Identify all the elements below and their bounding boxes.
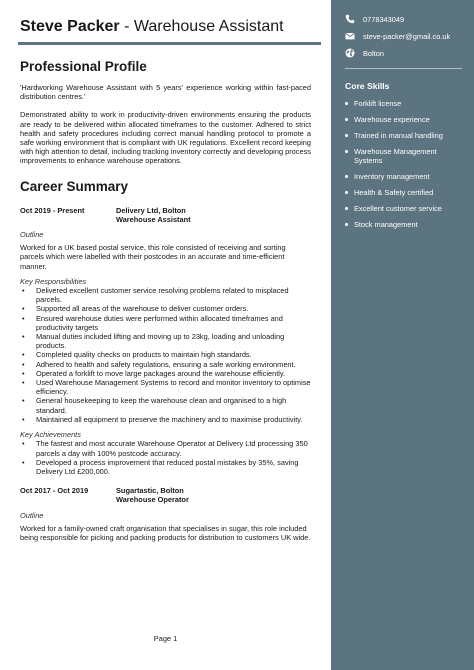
- resume-sidebar: [331, 0, 474, 670]
- profile-quote: 'Hardworking Warehouse Assistant with 5 years' experience working within fast-paced distribution centres.': [20, 83, 311, 102]
- contact-location: [345, 48, 462, 58]
- job-outline: Worked for a family-owned craft organisation that specialises in sugar, this role included being responsible for picking and packing products for distribution to customers UK wide.: [20, 523, 311, 542]
- list-item: • Supported all areas of the warehouse to deliver customer orders.: [20, 304, 311, 313]
- job-outline: Worked for a UK based postal service, this role consisted of receiving and sorting parcels which were labelled with their postcodes in an accurate and time-efficient manner.: [20, 243, 286, 271]
- job-role: Warehouse Operator: [116, 495, 189, 505]
- candidate-name: Steve Packer: [20, 18, 120, 35]
- list-item: • Manual duties included lifting and moving up to 23kg, loading and unloading products.: [20, 332, 311, 350]
- skill-item: Trained in manual handling: [345, 131, 462, 140]
- list-item: • Adhered to health and safety regulations, ensuring a safe working environment.: [20, 360, 311, 369]
- envelope-icon: [345, 31, 355, 41]
- header-separator: -: [119, 18, 134, 35]
- job-dates: Oct 2019 - Present: [20, 205, 85, 215]
- list-item: • Developed a process improvement that reduced postal mistakes by 35%, saving Delivery Ltd £200,000.: [20, 458, 311, 476]
- skills-list: [345, 99, 462, 229]
- job-header: [20, 486, 311, 504]
- phone-icon: [345, 14, 355, 24]
- sidebar-divider: [345, 68, 462, 69]
- list-item: • General housekeeping to keep the warehouse clean and organised to a high standard.: [20, 396, 311, 414]
- email-address: steve-packer@gmail.co.uk: [363, 31, 451, 41]
- page-number: Page 1: [153, 634, 178, 643]
- skill-item: Excellent customer service: [345, 204, 462, 213]
- outline-label: Outline: [20, 230, 44, 240]
- resume-header: [20, 17, 311, 37]
- list-item: • Maintained all equipment to preserve the machinery and to maximise productivity.: [20, 415, 311, 424]
- list-item: • The fastest and most accurate Warehouse Operator at Delivery Ltd processing 350 parcels a day with 100% postcode accuracy.: [20, 439, 311, 457]
- responsibilities-list: [20, 286, 311, 424]
- job-company: Delivery Ltd, Bolton: [116, 205, 186, 215]
- list-item: • Used Warehouse Management Systems to record and monitor inventory to optimise efficiency.: [20, 378, 311, 396]
- job-dates: Oct 2017 - Oct 2019: [20, 486, 89, 496]
- skill-item: Stock management: [345, 220, 462, 229]
- job-role: Warehouse Assistant: [116, 214, 191, 224]
- job-header: [20, 206, 311, 224]
- job-title: Warehouse Assistant: [133, 18, 284, 35]
- header-rule: [18, 42, 321, 45]
- job-entry: [20, 486, 311, 542]
- responsibilities-label: Key Responsibilities: [20, 276, 87, 286]
- list-item: • Ensured warehouse duties were performed within allocated timeframes and productivity targets: [20, 314, 311, 332]
- location-text: Bolton: [363, 48, 384, 58]
- job-entry: [20, 206, 311, 476]
- skills-heading: Core Skills: [345, 81, 390, 91]
- skill-item: Forklift license: [345, 99, 462, 108]
- outline-label: Outline: [20, 510, 44, 520]
- list-item: • Operated a forklift to move large packages around the warehouse efficiently.: [20, 369, 311, 378]
- skill-item: Warehouse Management Systems: [345, 147, 462, 165]
- achievements-list: [20, 439, 311, 476]
- skill-item: Warehouse experience: [345, 115, 462, 124]
- contact-email: [345, 31, 462, 41]
- globe-icon: [345, 48, 355, 58]
- list-item: • Delivered excellent customer service resolving problems related to misplaced parcels.: [20, 286, 311, 304]
- skill-item: Health & Safety certified: [345, 188, 462, 197]
- achievements-label: Key Achievements: [20, 430, 81, 440]
- contact-phone: [345, 14, 462, 24]
- career-heading: Career Summary: [20, 178, 129, 194]
- profile-body: Demonstrated ability to work in productivity-driven environments ensuring the products are ready to be delivered within allocated timeframes to the customer. Adhered to strict health and safety procedures including correct manual handling protocol to promote a safe working environment that is compliant with UK regulations. Excellent record keeping with high attention to detail, including tracking inventory correctly and developing process improvements to enhance warehouse operations.: [20, 110, 311, 166]
- skill-item: Inventory management: [345, 172, 462, 181]
- profile-heading: Professional Profile: [20, 59, 147, 74]
- phone-number: 0778343049: [363, 14, 405, 24]
- list-item: • Completed quality checks on products to maintain high standards.: [20, 350, 311, 359]
- job-company: Sugartastic, Bolton: [116, 486, 184, 496]
